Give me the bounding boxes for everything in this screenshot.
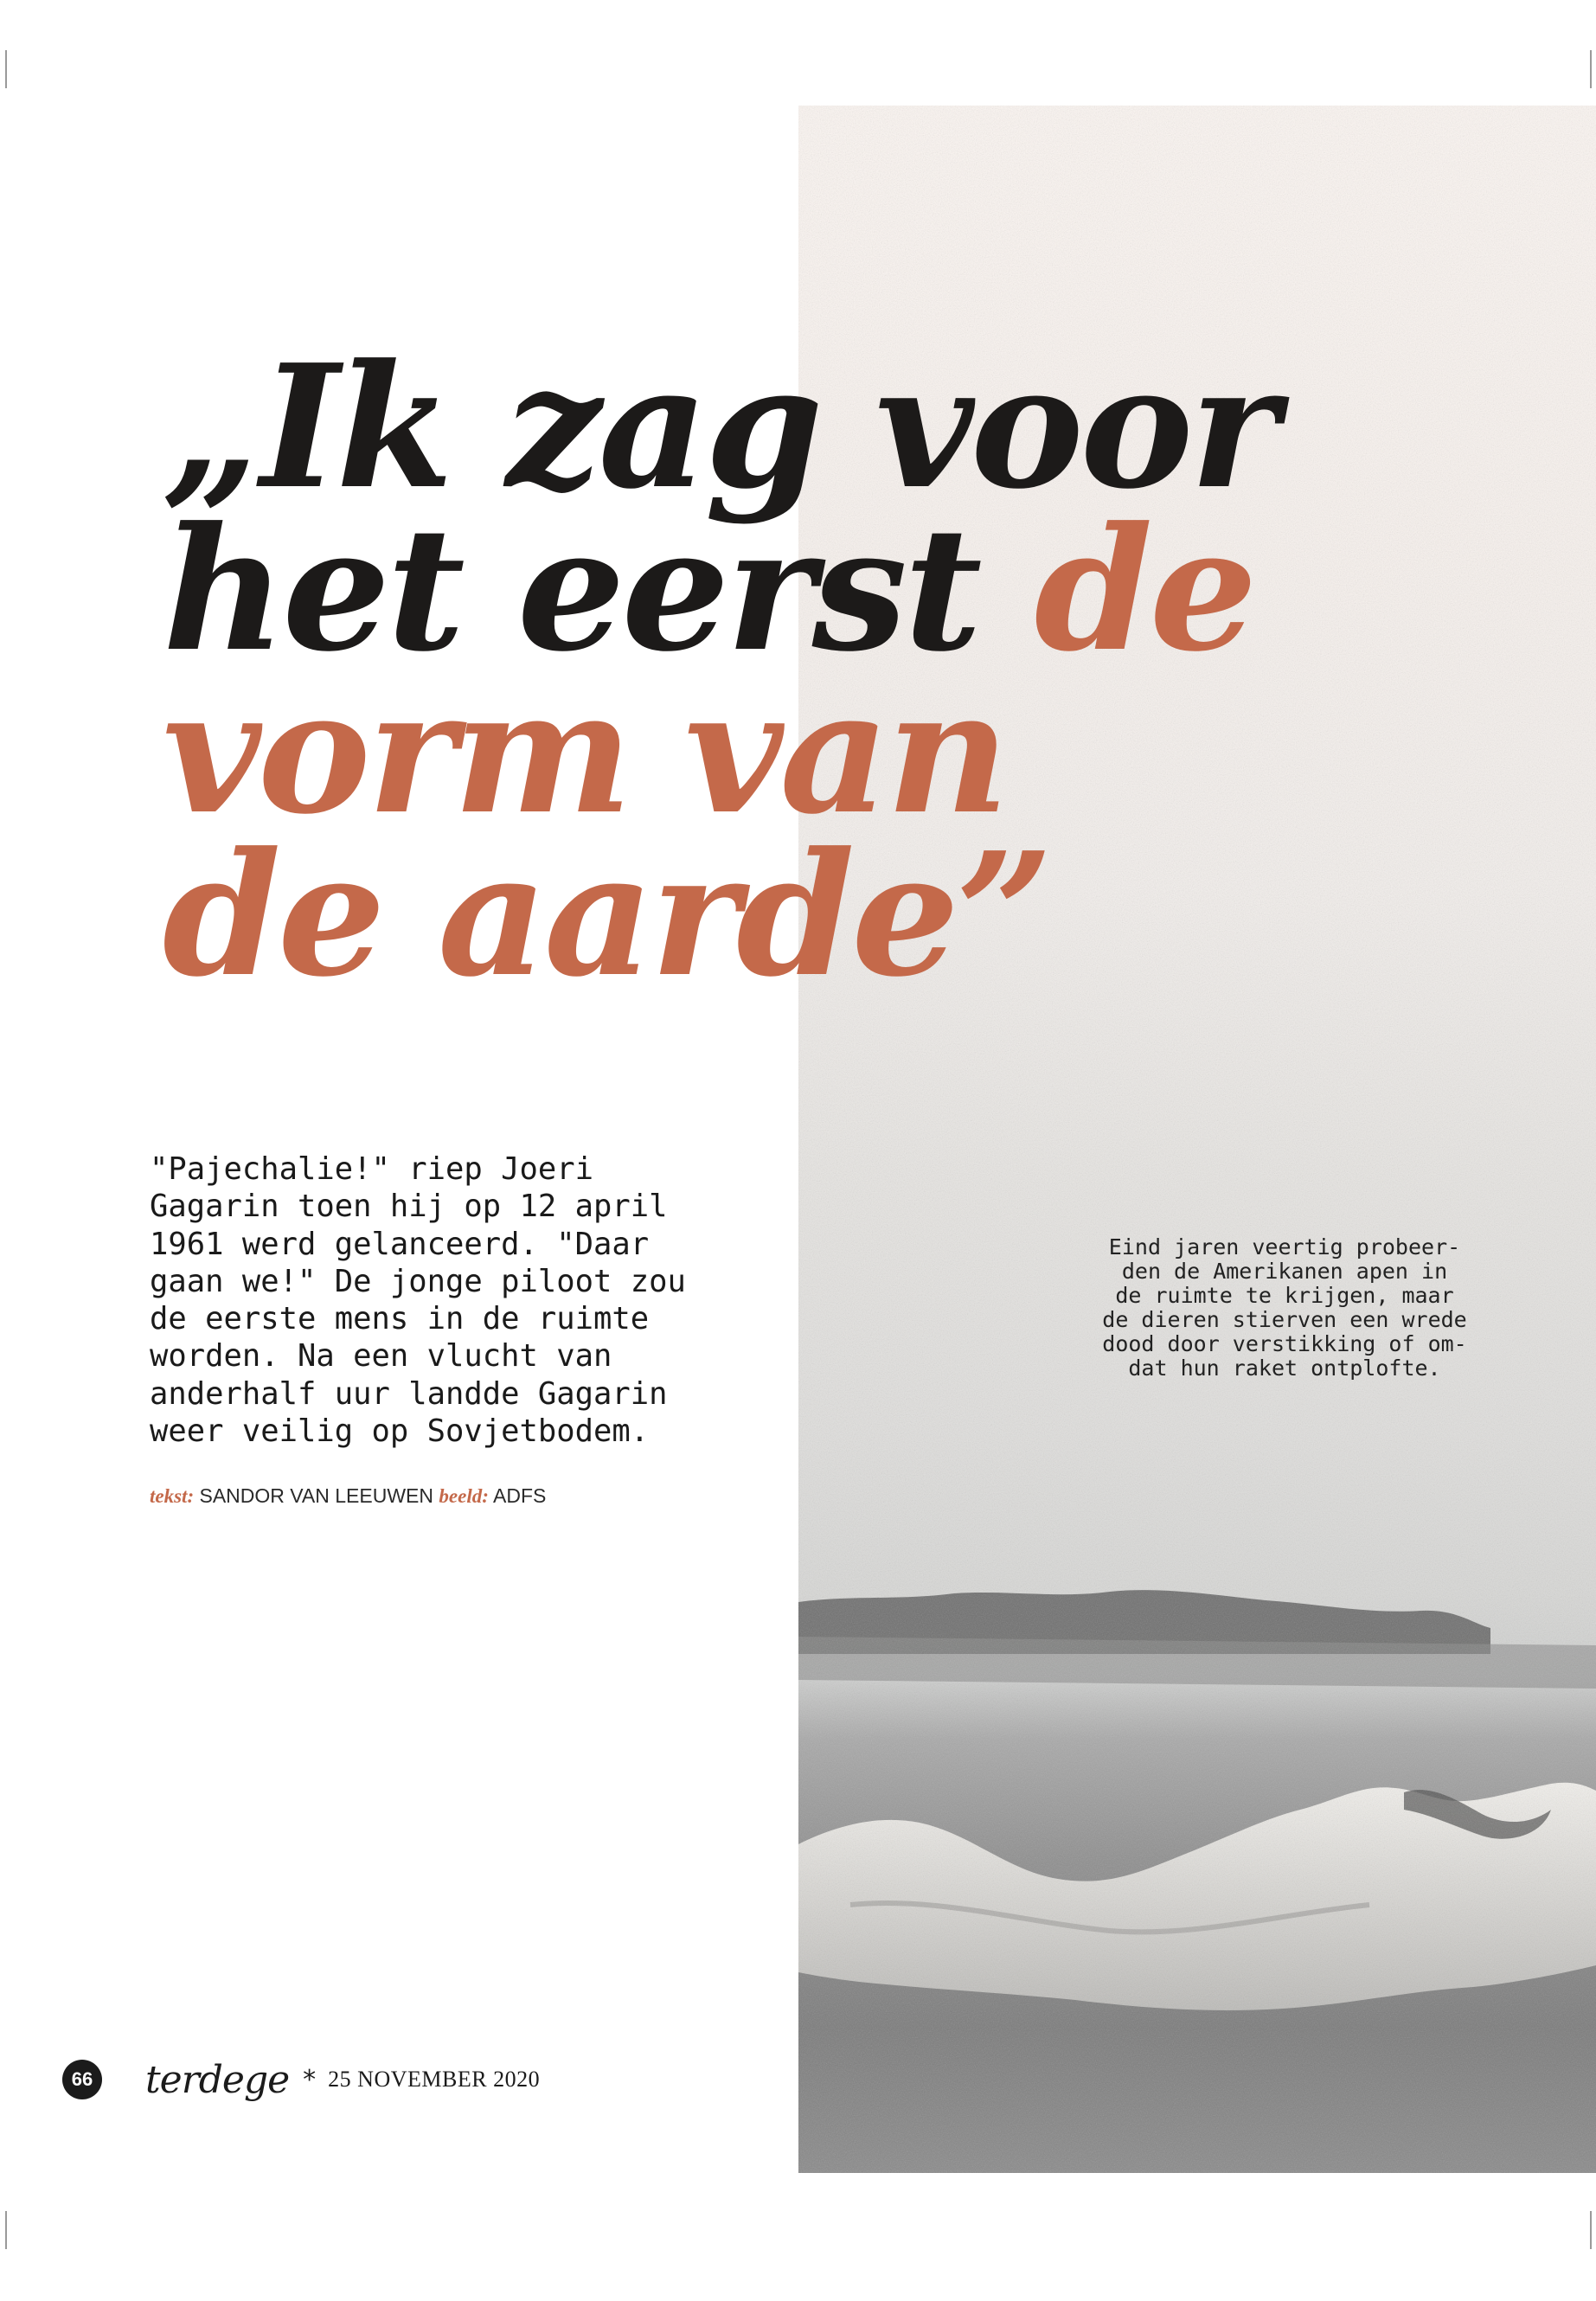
caption-line: de dieren stierven een wrede	[1102, 1307, 1467, 1332]
closing-quote: ”	[956, 816, 1050, 1015]
headline-line-3: vorm van	[163, 653, 1006, 852]
photo-caption	[1060, 1235, 1509, 1381]
crop-mark-top-left	[5, 50, 7, 88]
headline-line-2	[163, 490, 1287, 689]
headline-text-4: de aarde	[163, 816, 956, 1015]
intro-line: anderhalf uur landde Gagarin	[150, 1375, 668, 1412]
caption-line: de ruimte te krijgen, maar	[1115, 1283, 1454, 1308]
caption-line: den de Amerikanen apen in	[1121, 1259, 1448, 1284]
caption-line: dood door verstikking of om-	[1102, 1331, 1467, 1356]
caption-line: Eind jaren veertig probeer-	[1108, 1234, 1461, 1259]
headline-line-1	[163, 328, 1287, 527]
intro-line: "Pajechalie!" riep Joeri	[150, 1151, 593, 1187]
caption-line: dat hun raket ontplofte.	[1128, 1356, 1441, 1381]
opening-quote: „	[163, 328, 257, 527]
intro-line: gaan we!" De jonge piloot zou	[150, 1263, 686, 1299]
issue-date: 25 NOVEMBER 2020	[328, 2067, 541, 2092]
headline	[163, 328, 1287, 1015]
magazine-logo: terdege	[145, 2057, 290, 2102]
intro-line: weer veilig op Sovjetbodem.	[150, 1413, 650, 1450]
asterisk-icon: *	[303, 2064, 317, 2095]
crop-mark-top-right	[1590, 50, 1592, 88]
intro-line: 1961 werd gelanceerd. "Daar	[150, 1226, 650, 1262]
page-footer	[62, 2059, 540, 2100]
headline-text-1: Ik zag voor	[260, 328, 1276, 527]
headline-accent-2: de	[1034, 490, 1254, 689]
crop-mark-bottom-left	[5, 2211, 7, 2249]
byline	[150, 1484, 546, 1508]
intro-paragraph	[150, 1150, 755, 1450]
headline-line-4	[163, 816, 1287, 1015]
intro-line: Gagarin toen hij op 12 april	[150, 1189, 668, 1225]
headline-text-2: het eerst	[163, 490, 979, 689]
crop-mark-bottom-right	[1590, 2211, 1592, 2249]
text-credit-label: tekst:	[150, 1485, 195, 1507]
intro-line: worden. Na een vlucht van	[150, 1338, 612, 1375]
intro-line: de eerste mens in de ruimte	[150, 1301, 650, 1337]
text-credit-name: SANDOR VAN LEEUWEN	[199, 1484, 434, 1507]
image-credit-label: beeld:	[439, 1485, 489, 1507]
page-number: 66	[62, 2060, 102, 2099]
image-credit-name: ADFS	[493, 1484, 547, 1507]
